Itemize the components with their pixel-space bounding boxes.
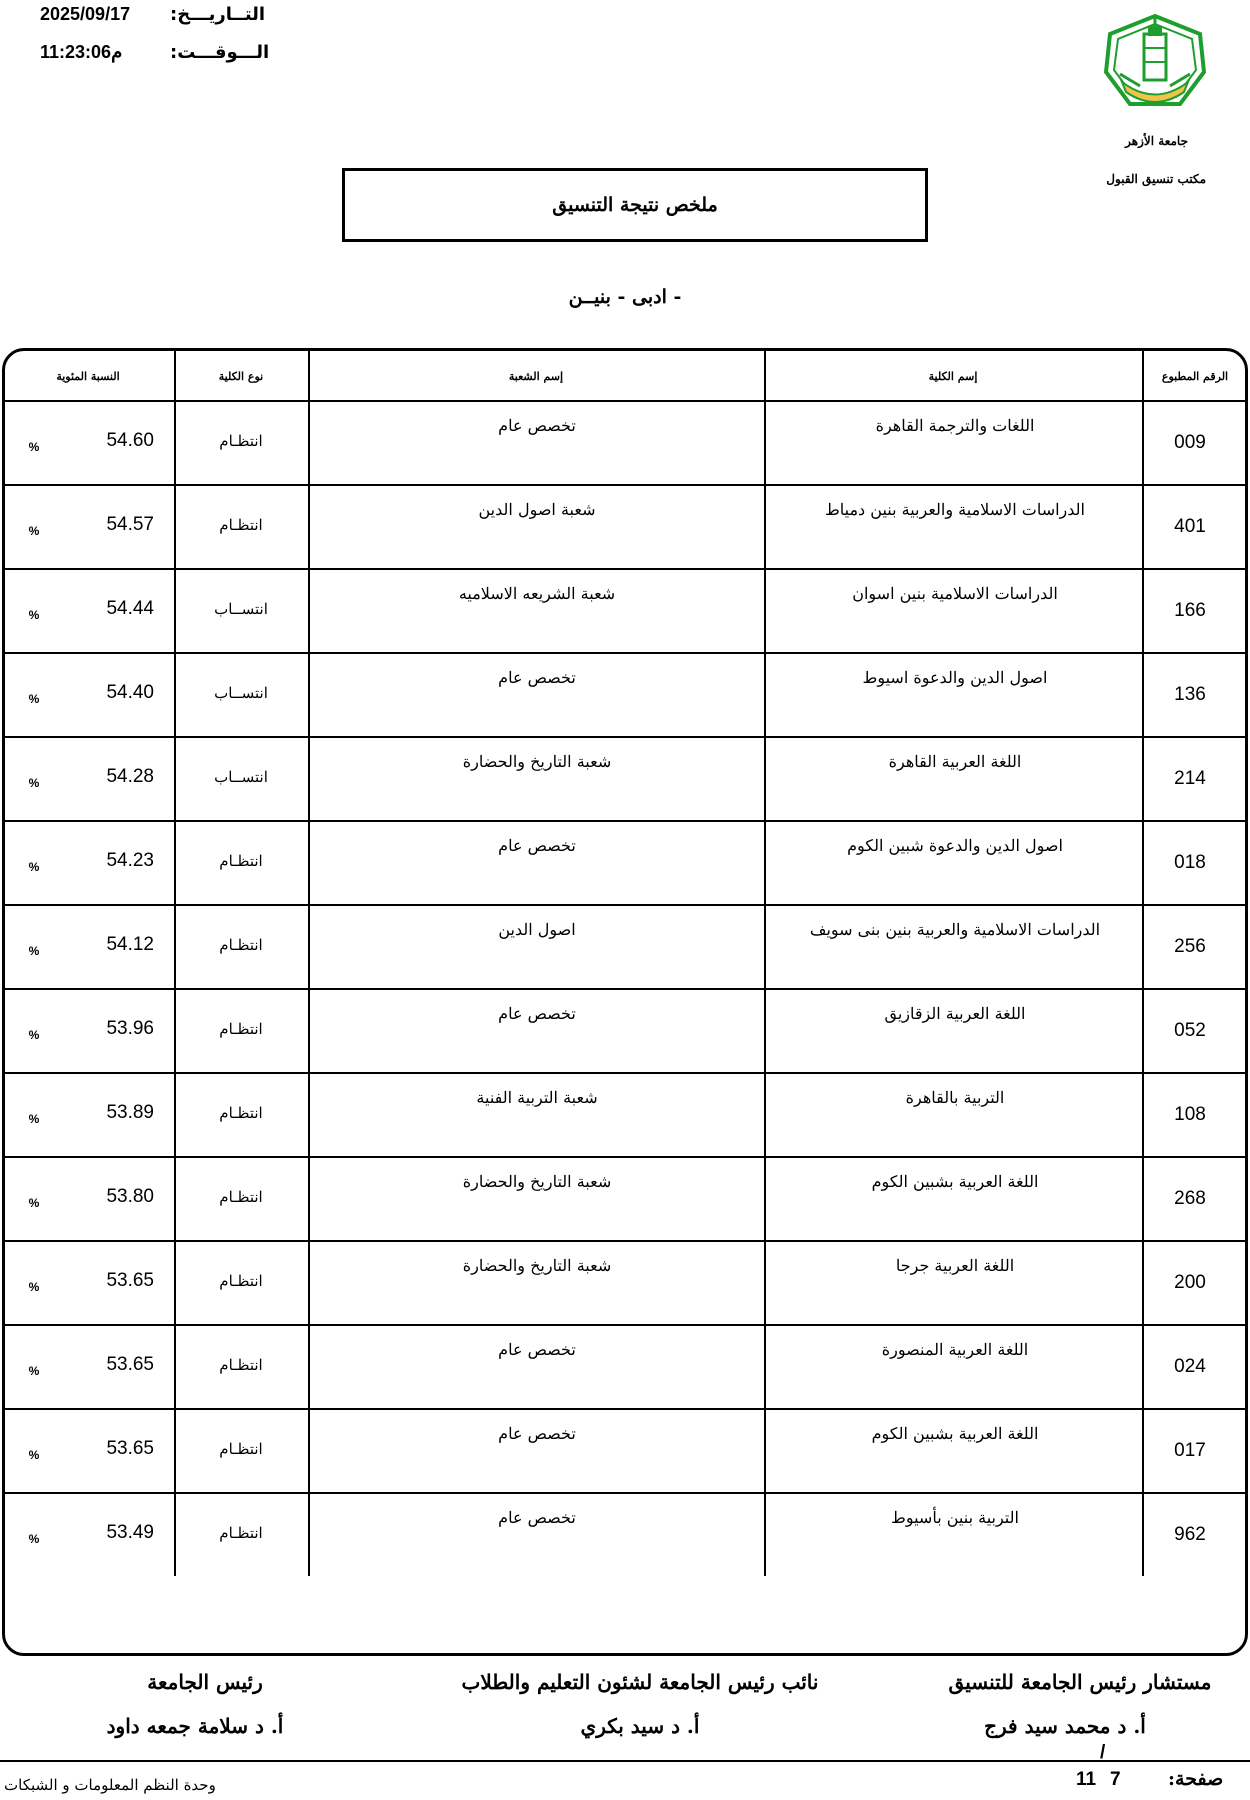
cell-college: الدراسات الاسلامية بنين اسوان: [852, 584, 1058, 603]
cell-code: 401: [1174, 516, 1206, 537]
table-row: [0, 906, 1250, 990]
advisor-name: أ. د محمد سيد فرج: [984, 1714, 1146, 1738]
page-title: [342, 168, 928, 242]
cell-type: انتظـام: [219, 1272, 263, 1290]
vp-title: نائب رئيس الجامعة لشئون التعليم والطلاب: [461, 1670, 819, 1694]
table-row: [0, 822, 1250, 906]
page-current: 7: [1110, 1769, 1121, 1790]
percent-sign: %: [28, 1532, 40, 1546]
office-name: مكتب تنسيق القبول: [1106, 172, 1206, 186]
cell-code: 018: [1174, 852, 1206, 873]
table-row: [0, 1326, 1250, 1410]
cell-college: اللغة العربية بشبين الكوم: [871, 1424, 1039, 1443]
cell-type: انتظـام: [219, 852, 263, 870]
header-college: إسم الكلية: [928, 370, 978, 383]
cell-code: 166: [1174, 600, 1206, 621]
vp-name: أ. د سيد بكري: [580, 1714, 700, 1738]
cell-branch: شعبة الشريعه الاسلاميه: [458, 584, 616, 603]
cell-type: انتظـام: [219, 1356, 263, 1374]
al-azhar-logo-icon: [1100, 12, 1210, 117]
percent-sign: %: [28, 524, 40, 538]
university-name: جامعة الأزهر: [1125, 134, 1188, 148]
cell-branch: شعبة التاريخ والحضارة: [462, 752, 612, 771]
cell-code: 017: [1174, 1440, 1206, 1461]
cell-code: 214: [1174, 768, 1206, 789]
cell-branch: تخصص عام: [498, 1004, 576, 1023]
cell-college: التربية بنين بأسيوط: [891, 1508, 1019, 1527]
table-row: [0, 1410, 1250, 1494]
footer-divider: [0, 1760, 1250, 1762]
cell-college: التربية بالقاهرة: [905, 1088, 1005, 1107]
percent-sign: %: [28, 1448, 40, 1462]
cell-branch: شعبة التاريخ والحضارة: [462, 1172, 612, 1191]
date-value: 2025/09/17: [40, 4, 131, 24]
percent-sign: %: [28, 944, 40, 958]
cell-college: اصول الدين والدعوة شبين الكوم: [847, 836, 1063, 855]
cell-branch: تخصص عام: [498, 1340, 576, 1359]
percent-sign: %: [28, 860, 40, 874]
cell-code: 024: [1174, 1356, 1206, 1377]
cell-branch: اصول الدين: [498, 920, 576, 939]
cell-type: انتظـام: [219, 1020, 263, 1038]
cell-percent: 53.65: [106, 1270, 154, 1291]
cell-code: 962: [1174, 1524, 1206, 1545]
cell-type: انتظـام: [219, 1440, 263, 1458]
page-slash: /: [1100, 1742, 1106, 1763]
percent-sign: %: [28, 440, 40, 454]
page-subtitle: - ادبى - بنيــن: [568, 286, 682, 308]
header-code: الرقم المطبوع: [1161, 370, 1229, 383]
cell-type: انتســاب: [214, 768, 268, 786]
cell-type: انتســاب: [214, 684, 268, 702]
table-row: [0, 654, 1250, 738]
cell-code: 009: [1174, 432, 1206, 453]
cell-type: انتســاب: [214, 600, 268, 618]
cell-branch: تخصص عام: [498, 836, 576, 855]
cell-college: اللغة العربية جرجا: [895, 1256, 1015, 1275]
cell-college: اللغات والترجمة القاهرة: [875, 416, 1035, 435]
cell-type: انتظـام: [219, 432, 263, 450]
footer-unit: وحدة النظم المعلومات و الشبكات: [4, 1776, 216, 1794]
cell-type: انتظـام: [219, 1524, 263, 1542]
percent-sign: %: [28, 1280, 40, 1294]
cell-percent: 53.89: [106, 1102, 154, 1123]
cell-percent: 54.23: [106, 850, 154, 871]
cell-percent: 54.57: [106, 514, 154, 535]
cell-code: 200: [1174, 1272, 1206, 1293]
page-label: صفحة:: [1168, 1768, 1224, 1790]
cell-type: انتظـام: [219, 1104, 263, 1122]
cell-percent: 54.28: [106, 766, 154, 787]
cell-branch: تخصص عام: [498, 1508, 576, 1527]
table-row: [0, 738, 1250, 822]
header-branch: إسم الشعبة: [508, 370, 564, 383]
time-value: م11:23:06: [40, 42, 123, 62]
cell-college: الدراسات الاسلامية والعربية بنين بنى سويف: [809, 920, 1101, 939]
table-row: [0, 570, 1250, 654]
president-name: أ. د سلامة جمعه داود: [106, 1714, 284, 1738]
cell-branch: تخصص عام: [498, 668, 576, 687]
cell-college: اللغة العربية بشبين الكوم: [871, 1172, 1039, 1191]
page-total: 11: [1076, 1769, 1097, 1790]
table-row: [0, 1242, 1250, 1326]
page-title-text: ملخص نتيجة التنسيق: [552, 194, 718, 216]
cell-branch: شعبة التاريخ والحضارة: [462, 1256, 612, 1275]
cell-percent: 53.96: [106, 1018, 154, 1039]
time-label: الـــوقـــت:: [170, 42, 270, 63]
table-row: [0, 486, 1250, 570]
table-row: [0, 402, 1250, 486]
percent-sign: %: [28, 776, 40, 790]
cell-percent: 54.60: [106, 430, 154, 451]
table-row: [0, 1494, 1250, 1578]
table-row: [0, 1158, 1250, 1242]
cell-college: اللغة العربية الزقازيق: [884, 1004, 1026, 1023]
cell-type: انتظـام: [219, 1188, 263, 1206]
cell-college: اللغة العربية القاهرة: [888, 752, 1022, 771]
cell-code: 052: [1174, 1020, 1206, 1041]
cell-branch: تخصص عام: [498, 1424, 576, 1443]
percent-sign: %: [28, 1364, 40, 1378]
cell-percent: 53.65: [106, 1438, 154, 1459]
cell-college: الدراسات الاسلامية والعربية بنين دمياط: [824, 500, 1085, 519]
cell-branch: شعبة التربية الفنية: [476, 1088, 598, 1107]
cell-branch: تخصص عام: [498, 416, 576, 435]
percent-sign: %: [28, 1028, 40, 1042]
table-row: [0, 990, 1250, 1074]
cell-code: 256: [1174, 936, 1206, 957]
percent-sign: %: [28, 608, 40, 622]
header-percent: النسبة المئوية: [56, 370, 120, 383]
advisor-title: مستشار رئيس الجامعة للتنسيق: [948, 1670, 1212, 1694]
cell-type: انتظـام: [219, 936, 263, 954]
cell-percent: 53.49: [106, 1522, 154, 1543]
cell-code: 108: [1174, 1104, 1206, 1125]
cell-percent: 54.40: [106, 682, 154, 703]
date-label: التــاريـــخ:: [170, 4, 266, 25]
cell-code: 136: [1174, 684, 1206, 705]
cell-percent: 53.80: [106, 1186, 154, 1207]
cell-branch: شعبة اصول الدين: [478, 500, 596, 519]
cell-percent: 54.44: [106, 598, 154, 619]
cell-type: انتظـام: [219, 516, 263, 534]
percent-sign: %: [28, 692, 40, 706]
percent-sign: %: [28, 1112, 40, 1126]
cell-college: اصول الدين والدعوة اسيوط: [862, 668, 1048, 687]
table-row: [0, 1074, 1250, 1158]
cell-code: 268: [1174, 1188, 1206, 1209]
cell-percent: 54.12: [106, 934, 154, 955]
header-type: نوع الكلية: [218, 370, 264, 383]
president-title: رئيس الجامعة: [147, 1670, 263, 1694]
percent-sign: %: [28, 1196, 40, 1210]
cell-college: اللغة العربية المنصورة: [881, 1340, 1029, 1359]
cell-percent: 53.65: [106, 1354, 154, 1375]
